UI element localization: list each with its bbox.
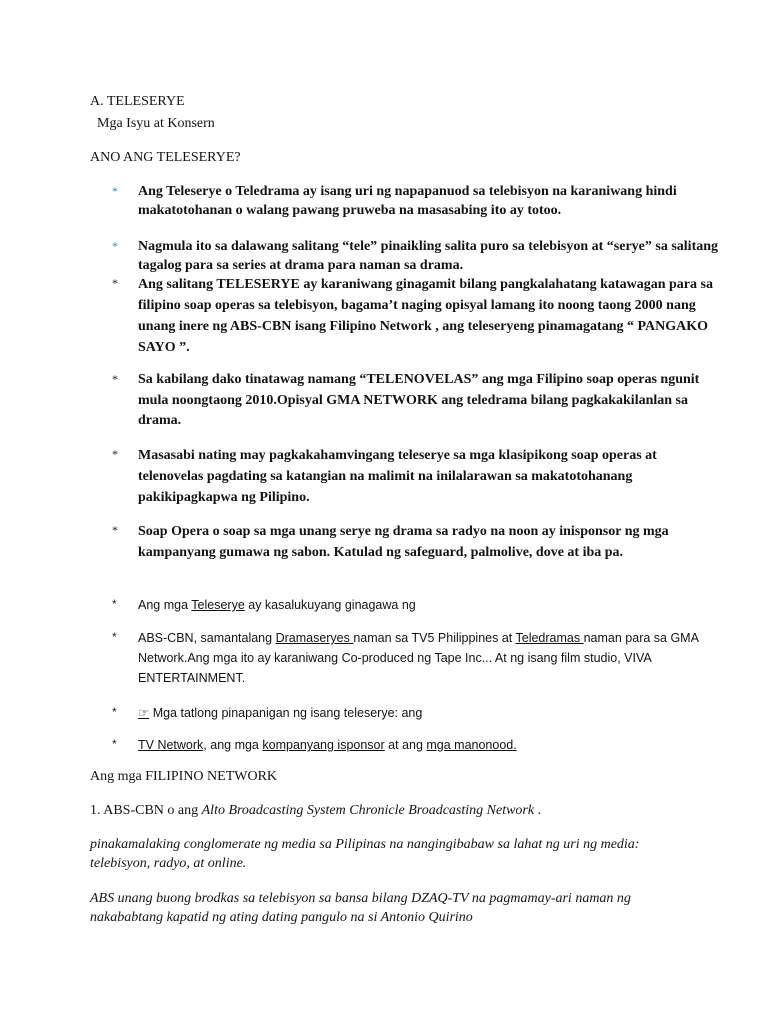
- bullet-text: Masasabi nating may pagkakahamvingang teleserye sa mga klasipikong soap operas at telenovelas pagdating sa katangian na malimit na inilalarawan sa makatotohanang pakikipagkapwa ng Pilipino.: [138, 448, 657, 505]
- bullet-text: [138, 628, 718, 688]
- bullet-text: [138, 703, 718, 723]
- asterisk-bullet-icon: *: [112, 630, 117, 644]
- network-paragraph-1: pinakamalaking conglomerate ng media sa Pilipinas na nangingibabaw sa lahat ng uri ng media: telebisyon, radyo, at online.: [90, 837, 640, 871]
- bullet-text: Soap Opera o soap sa mga unang serye ng drama sa radyo na noon ay inisponsor ng mga kampanyang gumawa ng sabon. Katulad ng safeguard, palmolive, dove at iba pa.: [138, 524, 669, 560]
- text-segment: 1. ABS-CBN o ang: [90, 803, 202, 818]
- text-segment: .: [534, 803, 542, 818]
- asterisk-bullet-icon: *: [112, 597, 117, 611]
- text-segment: Mga tatlong pinapanigan ng isang teleserye: ang: [149, 706, 423, 720]
- tv-network-link[interactable]: TV Network: [138, 738, 204, 752]
- teleserye-link[interactable]: Teleserye: [191, 598, 245, 612]
- text-segment: Ang mga: [138, 598, 192, 612]
- asterisk-bullet-icon: *: [112, 276, 118, 290]
- asterisk-bullet-icon: *: [112, 737, 117, 751]
- teledramas-link[interactable]: Teledramas: [515, 631, 584, 645]
- network-item-1: [90, 802, 541, 820]
- asterisk-bullet-icon: *: [112, 239, 118, 253]
- kompanyang-isponsor-link[interactable]: kompanyang isponsor: [262, 738, 385, 752]
- mga-manonood-link[interactable]: mga manonood.: [426, 738, 517, 752]
- text-segment: , ang mga: [203, 738, 263, 752]
- text-segment: naman sa TV5 Philippines at: [353, 631, 516, 645]
- text-segment: naman para sa GMA Network.Ang mga ito ay karaniwang Co-produced ng Tape Inc... At ng isang film studio, VIVA ENTERTAINMENT.: [138, 631, 699, 685]
- bullet-text: Ang salitang TELESERYE ay karaniwang ginagamit bilang pangkalahatang katawagan para sa filipino soap operas sa telebisyon, bagama’t naging opisyal lamang ito noong taong 2000 nang unang inere ng ABS-CBN isang Filipino Network , ang teleseryeng pinamagatang “ PANGAKO SAYO ”.: [138, 277, 713, 355]
- bullet-text: [138, 735, 718, 755]
- text-segment: ay kasalukuyang ginagawa ng: [244, 598, 416, 612]
- networks-heading: Ang mga FILIPINO NETWORK: [90, 769, 278, 784]
- bullet-text: [138, 595, 718, 615]
- section-heading: A. TELESERYE: [90, 94, 185, 109]
- asterisk-bullet-icon: *: [112, 372, 118, 386]
- network-full-name: Alto Broadcasting System Chronicle Broadcasting Network: [201, 803, 535, 818]
- dramaseryes-link[interactable]: Dramaseryes: [275, 631, 354, 645]
- section-subtitle: Mga Isyu at Konsern: [97, 116, 215, 131]
- bullet-text: Nagmula ito sa dalawang salitang “tele” pinaikling salita puro sa telebisyon at “serye” sa salitang tagalog para sa series at drama para naman sa drama.: [138, 239, 719, 273]
- network-paragraph-2: ABS unang buong brodkas sa telebisyon sa bansa bilang DZAQ-TV na pagmamay-ari naman ng nakababtang kapatid ng ating dating pangulo na si Antonio Quirino: [90, 891, 631, 925]
- text-segment: at ang: [384, 738, 427, 752]
- asterisk-bullet-icon: *: [112, 184, 118, 198]
- asterisk-bullet-icon: *: [112, 447, 118, 461]
- question-heading: ANO ANG TELESERYE?: [90, 150, 241, 165]
- pointing-hand-icon: ☞: [138, 706, 150, 720]
- bullet-text: Sa kabilang dako tinatawag namang “TELENOVELAS” ang mga Filipino soap operas ngunit mula noongtaong 2010.Opisyal GMA NETWORK ang teledrama bilang pagkakakilanlan sa drama.: [138, 372, 700, 428]
- asterisk-bullet-icon: *: [112, 523, 118, 537]
- asterisk-bullet-icon: *: [112, 705, 117, 719]
- text-segment: ABS-CBN, samantalang: [138, 631, 276, 645]
- bullet-text: Ang Teleserye o Teledrama ay isang uri ng napapanuod sa telebisyon na karaniwang hindi makatotohanan o walang pawang pruweba na masasabing ito ay totoo.: [138, 184, 677, 218]
